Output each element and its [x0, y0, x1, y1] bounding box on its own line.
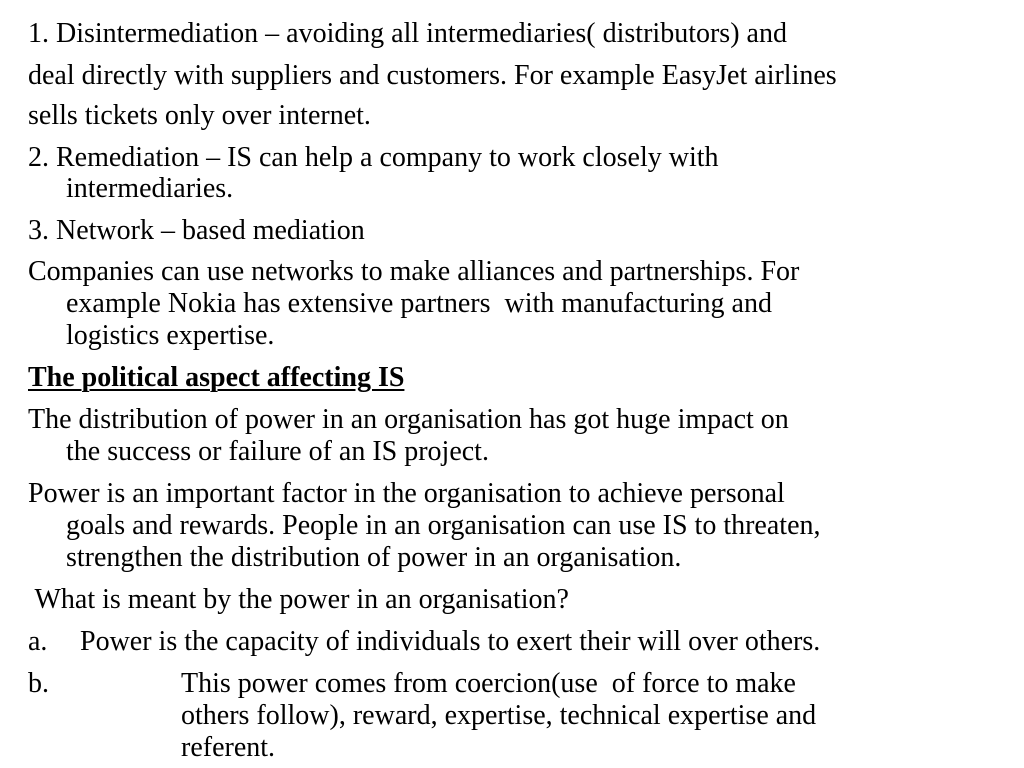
para-companies-line-1: Companies can use networks to make alliances and partnerships. For — [28, 256, 800, 287]
para-disintermediation-line-3: sells tickets only over internet. — [28, 100, 371, 131]
para-power-line-3: strengthen the distribution of power in an organisation. — [66, 542, 682, 573]
para-companies-line-3: logistics expertise. — [66, 320, 275, 351]
section-heading-political-aspect: The political aspect affecting IS — [28, 362, 405, 393]
para-disintermediation-line-2: deal directly with suppliers and customers. For example EasyJet airlines — [28, 60, 837, 91]
para-power-line-1: Power is an important factor in the organisation to achieve personal — [28, 478, 785, 509]
para-power-line-2: goals and rewards. People in an organisation can use IS to threaten, — [66, 510, 821, 541]
para-remediation-line-2: intermediaries. — [66, 173, 234, 204]
para-distribution-line-2: the success or failure of an IS project. — [66, 436, 489, 467]
para-question: What is meant by the power in an organisation? — [28, 584, 569, 615]
para-companies-line-2: example Nokia has extensive partners with manufacturing and — [66, 288, 772, 319]
para-network-mediation: 3. Network – based mediation — [28, 215, 365, 246]
list-item-b-marker: b. — [28, 668, 49, 699]
list-item-a-text: Power is the capacity of individuals to exert their will over others. — [80, 626, 821, 657]
list-item-a-marker: a. — [28, 626, 48, 657]
list-item-b-line-1: This power comes from coercion(use of force to make — [181, 668, 796, 699]
para-disintermediation-line-1: 1. Disintermediation – avoiding all intermediaries( distributors) and — [28, 18, 787, 49]
para-remediation-line-1: 2. Remediation – IS can help a company to work closely with — [28, 142, 719, 173]
list-item-b-line-3: referent. — [181, 732, 276, 763]
list-item-b-line-2: others follow), reward, expertise, technical expertise and — [181, 700, 817, 731]
para-distribution-line-1: The distribution of power in an organisation has got huge impact on — [28, 404, 789, 435]
